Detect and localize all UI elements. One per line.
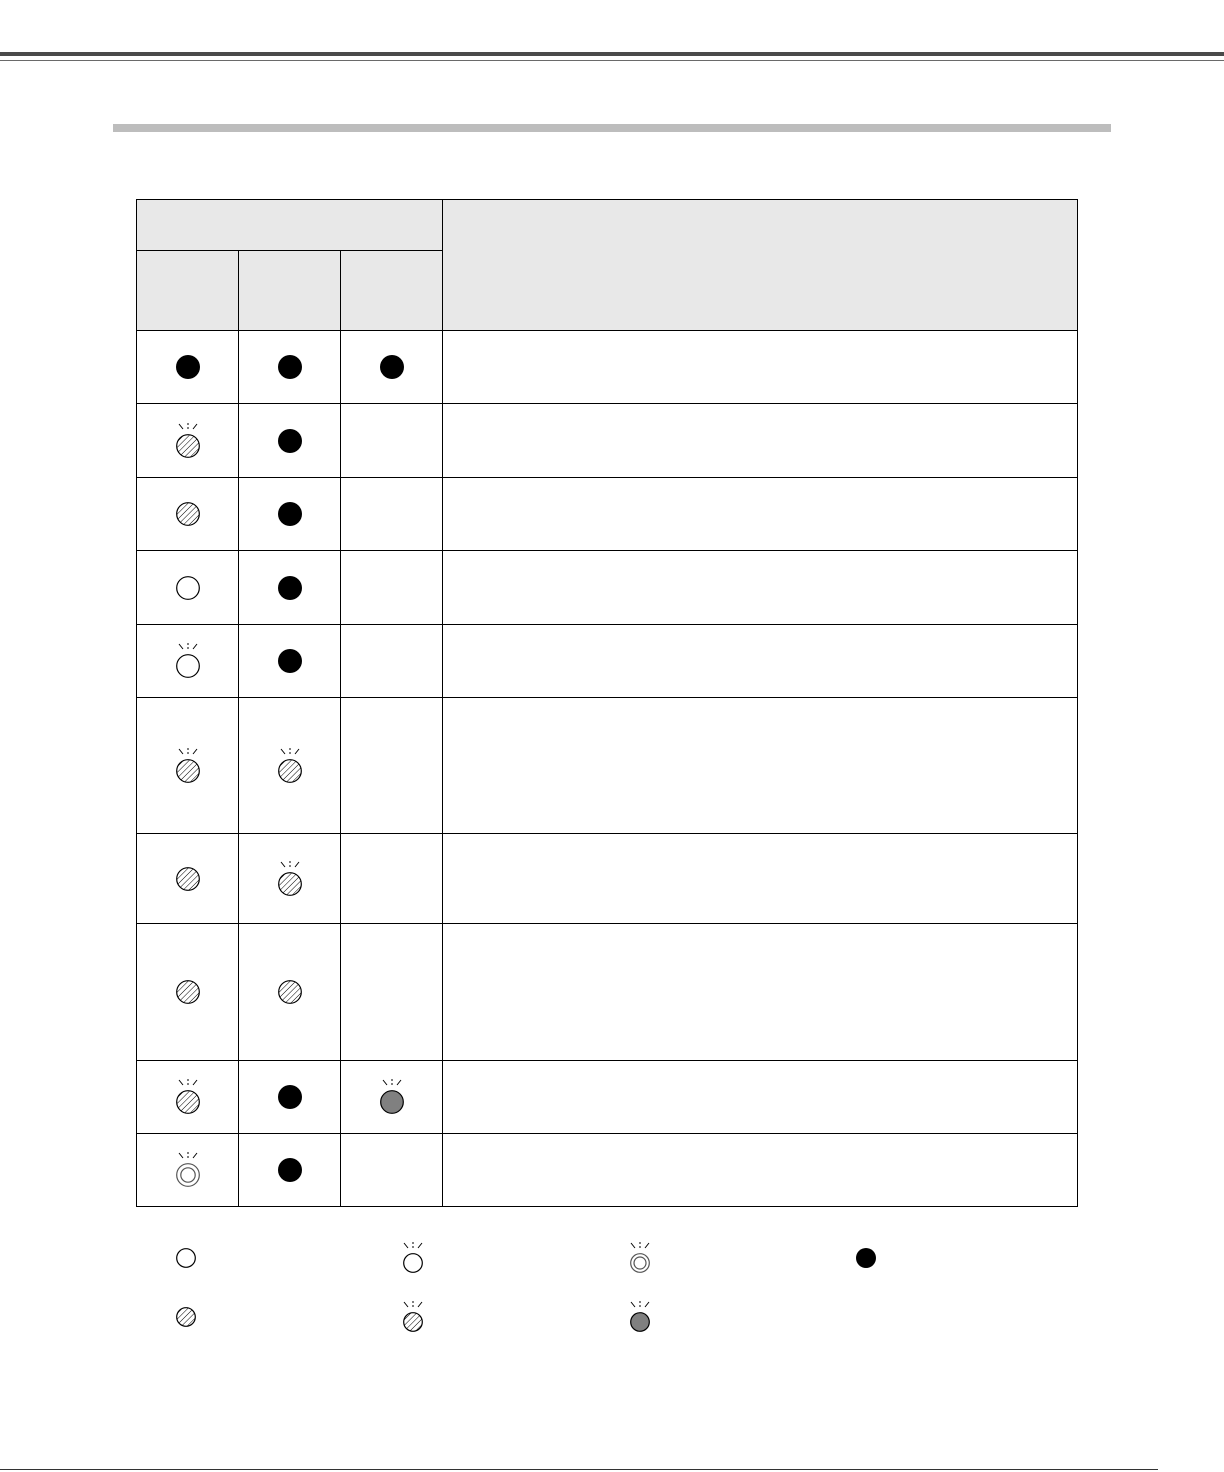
legend-item xyxy=(174,1305,198,1329)
indicator-cell-3 xyxy=(341,551,443,625)
indicator-cell-3 xyxy=(341,698,443,834)
legend-item xyxy=(628,1241,652,1275)
indicator-cell-1 xyxy=(137,404,239,478)
indicator-cell-2 xyxy=(239,834,341,924)
legend-item xyxy=(628,1300,652,1334)
condition-cell xyxy=(443,1061,1078,1134)
indicator-cell-2 xyxy=(239,551,341,625)
indicator-table xyxy=(136,199,1078,1207)
indicator-col-2-header xyxy=(239,251,341,331)
solid-indicator-icon xyxy=(854,1246,878,1270)
table-row xyxy=(137,404,1078,478)
indicator-cell-1 xyxy=(137,331,239,404)
indicator-cell-1 xyxy=(137,551,239,625)
indicator-col-1-header xyxy=(137,251,239,331)
indicator-cell-3 xyxy=(341,834,443,924)
empty-indicator-icon xyxy=(174,574,202,602)
table-row xyxy=(137,834,1078,924)
gray-blink-indicator-icon xyxy=(378,1078,406,1116)
table-row xyxy=(137,1134,1078,1207)
indicator-cell-3 xyxy=(341,924,443,1061)
hatched-blink-indicator-icon xyxy=(276,860,304,898)
top-rule xyxy=(0,52,1224,56)
top-rule-thin xyxy=(0,60,1224,61)
indicator-cell-2 xyxy=(239,478,341,551)
indicator-cell-1 xyxy=(137,478,239,551)
indicator-cell-3 xyxy=(341,331,443,404)
table-row xyxy=(137,1061,1078,1134)
indicator-cell-1 xyxy=(137,698,239,834)
indicator-cell-3 xyxy=(341,625,443,698)
hatched-indicator-icon xyxy=(174,500,202,528)
condition-cell xyxy=(443,924,1078,1061)
solid-indicator-icon xyxy=(276,574,304,602)
table-row xyxy=(137,698,1078,834)
indicator-cell-1 xyxy=(137,924,239,1061)
indicator-cell-2 xyxy=(239,625,341,698)
solid-indicator-icon xyxy=(276,353,304,381)
condition-header xyxy=(443,200,1078,331)
legend-item xyxy=(174,1246,198,1270)
solid-indicator-icon xyxy=(276,427,304,455)
indicator-cell-2 xyxy=(239,924,341,1061)
table-row xyxy=(137,331,1078,404)
indicator-cell-2 xyxy=(239,1134,341,1207)
hatched-blink-indicator-icon xyxy=(174,1078,202,1116)
hatched-blink-indicator-icon xyxy=(401,1300,425,1334)
bottom-rule xyxy=(0,1469,1158,1470)
condition-cell xyxy=(443,478,1078,551)
indicator-cell-3 xyxy=(341,1061,443,1134)
indicator-cell-2 xyxy=(239,404,341,478)
indicator-cell-3 xyxy=(341,478,443,551)
hatched-indicator-icon xyxy=(174,865,202,893)
solid-indicator-icon xyxy=(378,353,406,381)
condition-cell xyxy=(443,1134,1078,1207)
ring-blink-indicator-icon xyxy=(628,1241,652,1275)
indicator-cell-3 xyxy=(341,404,443,478)
legend-item xyxy=(401,1241,425,1275)
indicator-cell-1 xyxy=(137,1061,239,1134)
empty-blink-indicator-icon xyxy=(174,642,202,680)
indicator-cell-1 xyxy=(137,1134,239,1207)
indicator-cell-2 xyxy=(239,698,341,834)
legend-item xyxy=(854,1246,878,1270)
indicator-cell-1 xyxy=(137,625,239,698)
empty-blink-indicator-icon xyxy=(401,1241,425,1275)
solid-indicator-icon xyxy=(174,353,202,381)
indicators-header xyxy=(137,200,443,251)
legend-item xyxy=(401,1300,425,1334)
indicator-col-3-header xyxy=(341,251,443,331)
condition-cell xyxy=(443,404,1078,478)
hatched-indicator-icon xyxy=(174,1305,198,1329)
solid-indicator-icon xyxy=(276,1083,304,1111)
solid-indicator-icon xyxy=(276,500,304,528)
solid-indicator-icon xyxy=(276,1156,304,1184)
table-row xyxy=(137,551,1078,625)
section-title-bar xyxy=(113,124,1111,132)
condition-cell xyxy=(443,331,1078,404)
solid-indicator-icon xyxy=(276,647,304,675)
table-row xyxy=(137,924,1078,1061)
indicator-cell-1 xyxy=(137,834,239,924)
hatched-blink-indicator-icon xyxy=(174,422,202,460)
empty-indicator-icon xyxy=(174,1246,198,1270)
hatched-blink-indicator-icon xyxy=(174,747,202,785)
condition-cell xyxy=(443,625,1078,698)
hatched-indicator-icon xyxy=(276,978,304,1006)
condition-cell xyxy=(443,698,1078,834)
condition-cell xyxy=(443,834,1078,924)
hatched-blink-indicator-icon xyxy=(276,747,304,785)
table-row xyxy=(137,478,1078,551)
gray-blink-indicator-icon xyxy=(628,1300,652,1334)
indicator-cell-2 xyxy=(239,331,341,404)
ring-blink-indicator-icon xyxy=(174,1151,202,1189)
hatched-indicator-icon xyxy=(174,978,202,1006)
condition-cell xyxy=(443,551,1078,625)
indicator-cell-2 xyxy=(239,1061,341,1134)
table-row xyxy=(137,625,1078,698)
indicator-cell-3 xyxy=(341,1134,443,1207)
